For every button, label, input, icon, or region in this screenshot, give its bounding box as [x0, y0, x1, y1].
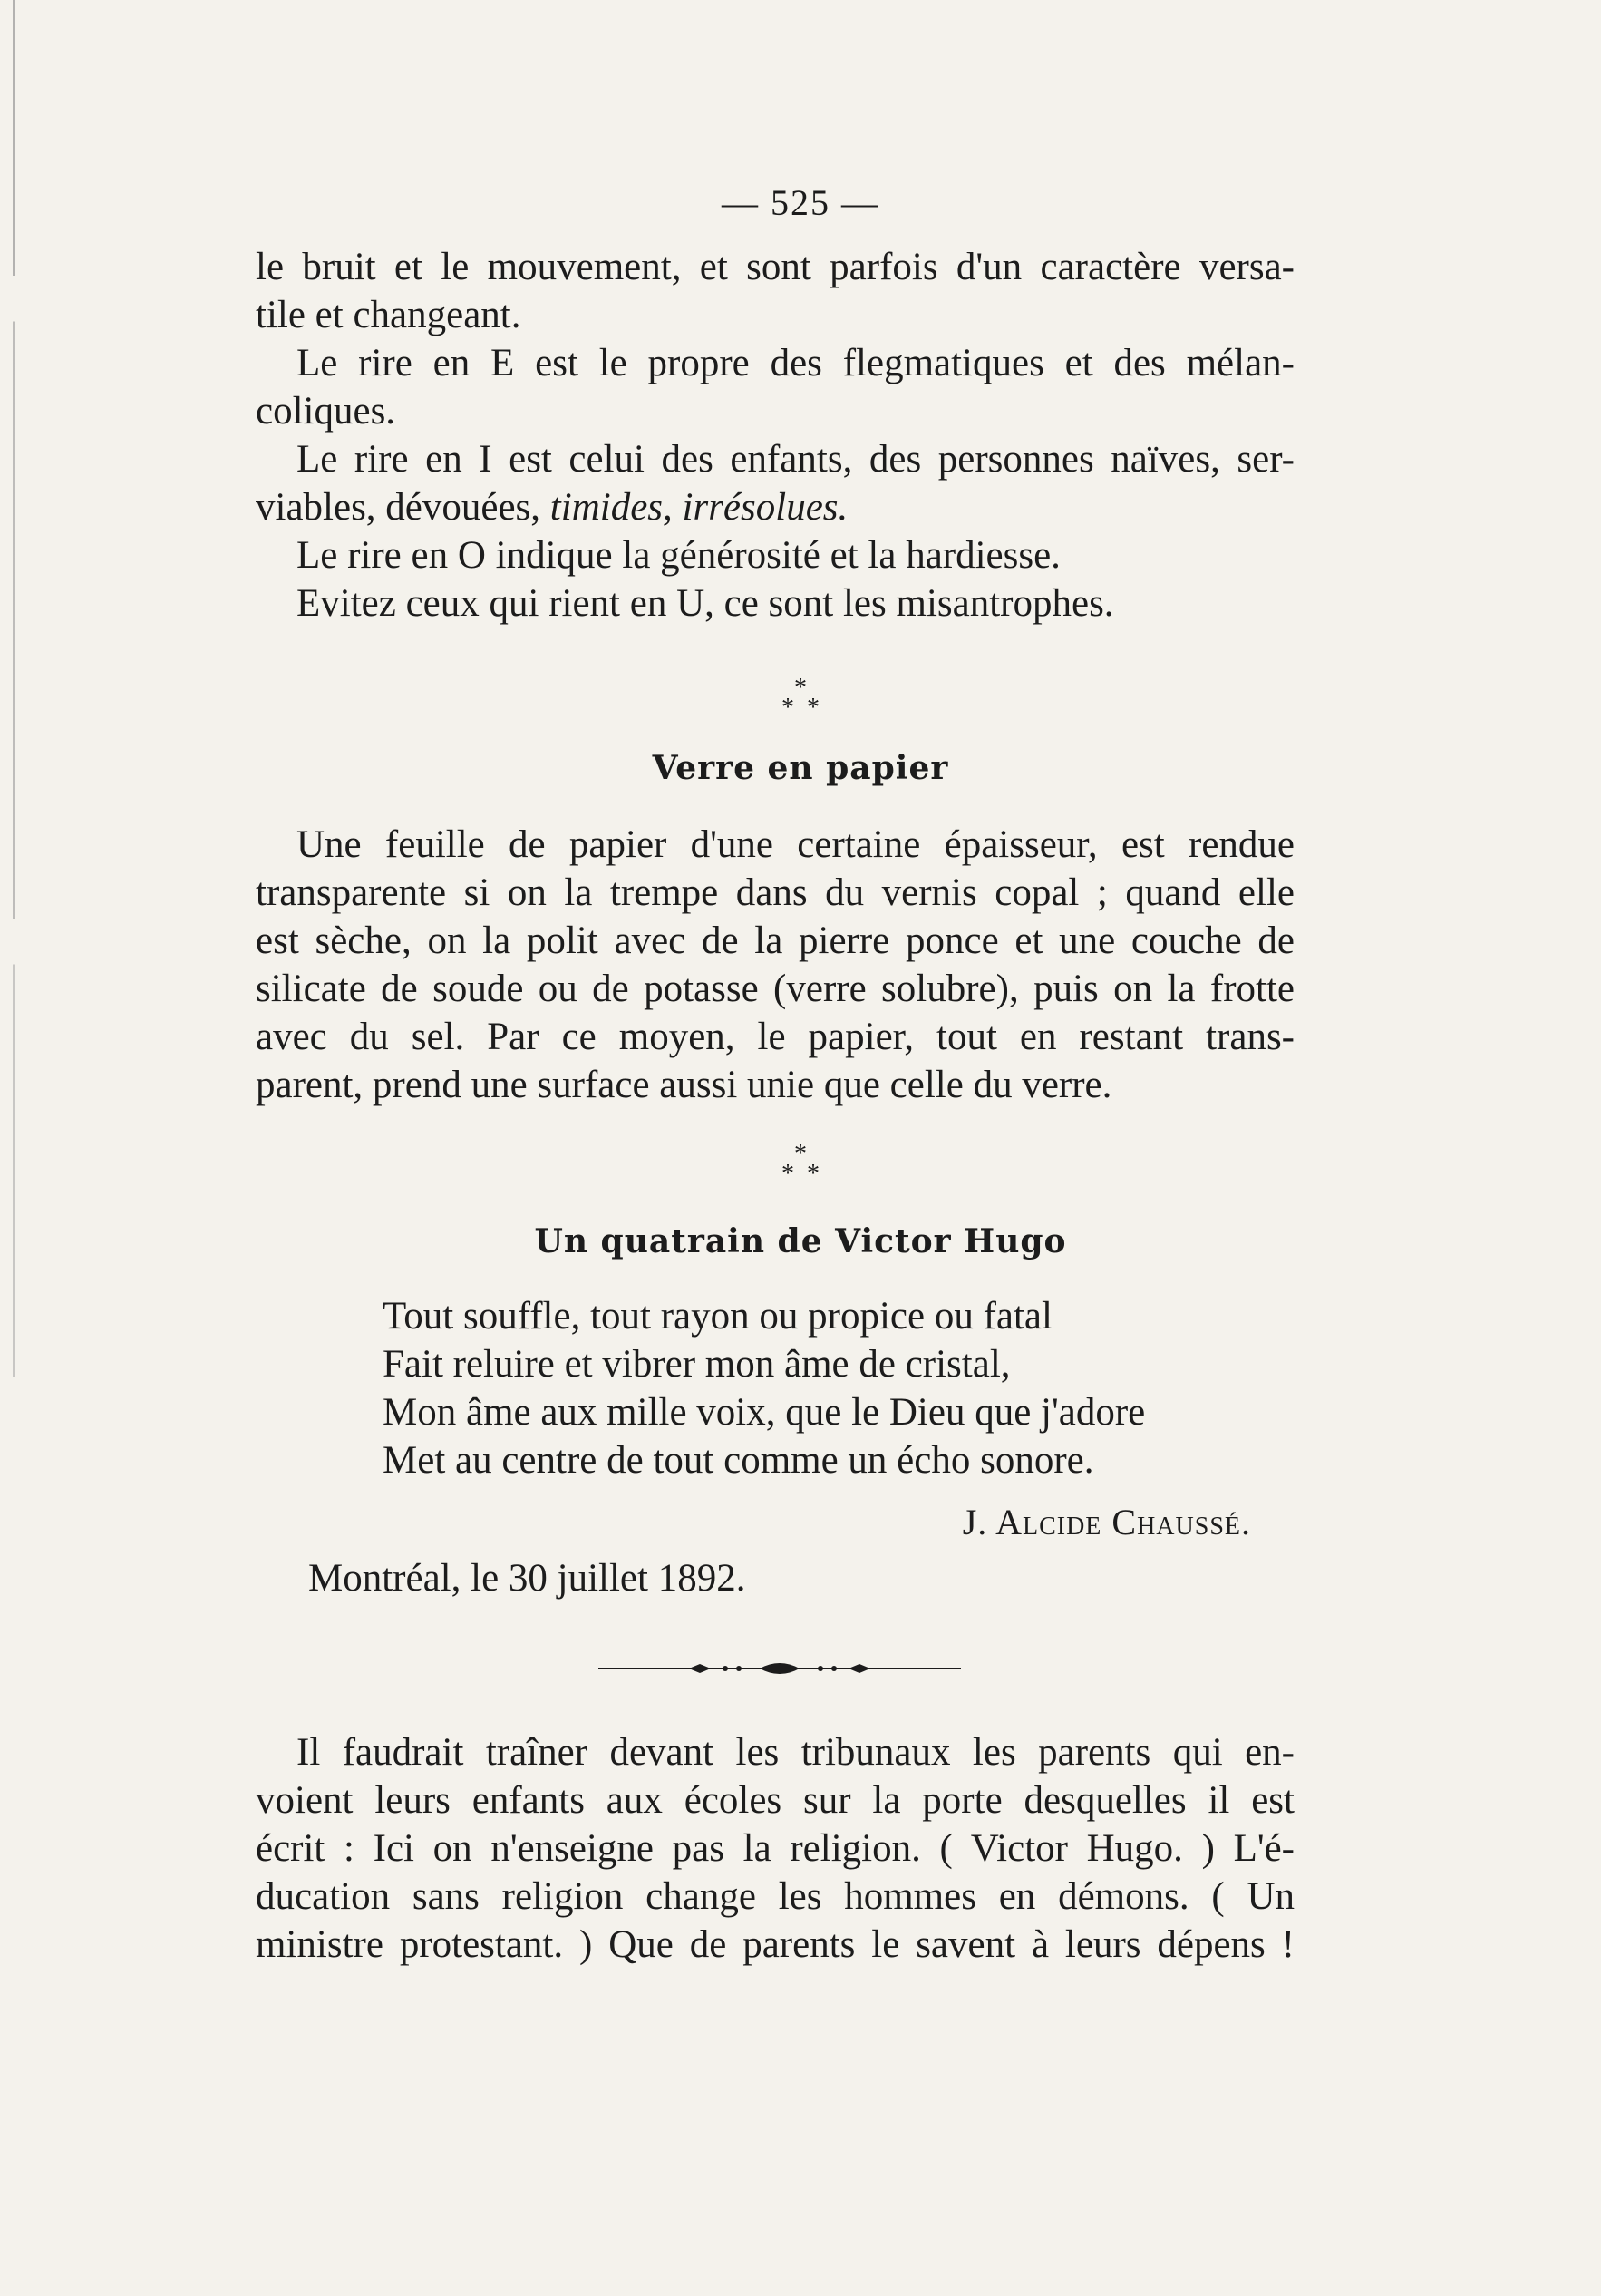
closing-paragraph [256, 1728, 1295, 1969]
text-line: Une feuille de papier d'une certaine épaisseur, est rendue [296, 823, 1295, 866]
asterism-top-star: * [794, 1140, 807, 1168]
dateline: Montréal, le 30 juillet 1892. [308, 1557, 746, 1600]
italic-text: timides, irrésolues. [549, 486, 849, 529]
poem-line: Met au centre de tout comme un écho sonore. [383, 1439, 1094, 1482]
text-line: ministre protestant. ) Que de parents le savent à leurs dépens ! [256, 1923, 1295, 1966]
asterism-bottom-stars: * * [781, 694, 820, 722]
section-title: Un quatrain de Victor Hugo [534, 1222, 1067, 1260]
asterism-bottom-stars: * * [781, 1160, 820, 1188]
text-line: le bruit et le mouvement, et sont parfois d'un caractère versa- [256, 246, 1295, 288]
text-line: voient leurs enfants aux écoles sur la porte desquelles il est [256, 1779, 1295, 1822]
page-number: — 525 — [722, 182, 879, 223]
asterism [0, 674, 1601, 722]
text-line: parent, prend une surface aussi unie que celle du verre. [256, 1064, 1112, 1106]
text-line: est sèche, on la polit avec de la pierre ponce et une couche de [256, 919, 1295, 962]
asterism-top-star: * [794, 674, 807, 702]
paragraph-verre-en-papier [256, 821, 1295, 1109]
text-line: Le rire en O indique la générosité et la hardiesse. [296, 534, 1061, 577]
ornamental-rule [598, 1650, 961, 1687]
asterism [0, 1140, 1601, 1188]
text-line: transparente si on la trempe dans du vernis copal ; quand elle [256, 871, 1295, 914]
text-line: Evitez ceux qui rient en U, ce sont les misantrophes. [296, 582, 1114, 625]
text-line: écrit : Ici on n'enseigne pas la religion. ( Victor Hugo. ) L'é- [256, 1827, 1295, 1870]
section-title: Verre en papier [652, 749, 949, 787]
text-line: coliques. [256, 390, 396, 433]
text-line: silicate de soude ou de potasse (verre solubre), puis on la frotte [256, 968, 1295, 1010]
poem-quatrain [383, 1292, 1145, 1484]
text-line: avec du sel. Par ce moyen, le papier, tout en restant trans- [256, 1016, 1295, 1058]
text-line: Il faudrait traîner devant les tribunaux les parents qui en- [296, 1731, 1295, 1774]
poem-line: Tout souffle, tout rayon ou propice ou fatal [383, 1295, 1053, 1338]
text-line [256, 483, 1295, 531]
text-line: Le rire en E est le propre des flegmatiques et des mélan- [296, 342, 1295, 384]
text-fragment: viables, dévouées, [256, 486, 550, 529]
text-line: ducation sans religion change les hommes en démons. ( Un [256, 1875, 1295, 1918]
text-line: tile et changeant. [256, 294, 521, 336]
text-line: Le rire en I est celui des enfants, des personnes naïves, ser- [296, 438, 1295, 481]
poem-line: Mon âme aux mille voix, que le Dieu que j'adore [383, 1391, 1146, 1434]
author-signature: J. Alcide Chaussé. [962, 1502, 1251, 1542]
intro-paragraph [256, 243, 1295, 628]
poem-line: Fait reluire et vibrer mon âme de cristal, [383, 1343, 1011, 1386]
